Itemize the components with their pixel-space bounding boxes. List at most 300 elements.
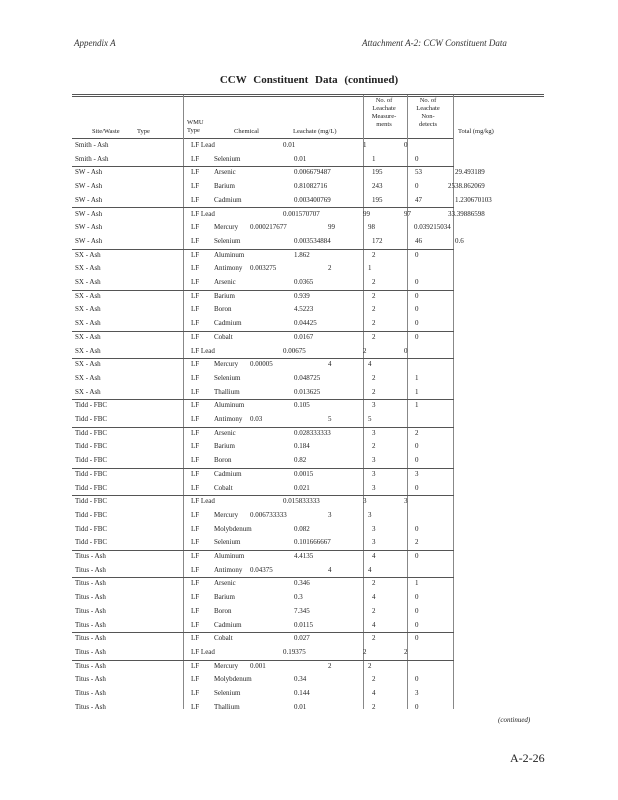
col-header-type: Type [137,128,150,135]
row-leachate: 0.013625 [294,387,321,396]
row-measurements: 4 [328,360,332,369]
row-measurements: 2 [363,346,367,355]
table-row [72,331,454,345]
table-top-rule-2 [72,96,544,97]
row-leachate: 0.027 [294,634,310,643]
table-row [72,536,454,551]
row-leachate: 0.01 [283,141,296,149]
table-row [72,591,454,605]
table-row [72,276,454,291]
row-nondetects: 0 [415,456,419,465]
col-header-chemical: Chemical [234,128,259,135]
row-nondetects: 3 [415,469,419,478]
row-wmu-type: LF [191,634,200,643]
row-chemical: Arsenic [214,278,236,286]
row-site: Titus - Ash [75,620,106,629]
row-measurements: 3 [372,469,376,478]
row-site: Titus - Ash [75,634,106,643]
row-wmu-type: LF [191,387,200,396]
row-nondetects: 0 [415,524,419,533]
row-site: SX - Ash [75,291,101,300]
row-site: Titus - Ash [75,702,106,711]
row-site: SX - Ash [75,360,101,369]
table-row [72,660,454,674]
table-row [72,632,454,646]
row-nondetects: 0 [415,250,419,259]
table-row [72,372,454,386]
row-leachate: 1.862 [294,250,310,259]
row-total: 1.230670103 [455,195,492,204]
row-wmu-type: LF [191,702,200,711]
table-row [72,509,454,523]
table-row [72,550,454,564]
table-row [72,358,454,372]
row-nondetects: 1 [368,264,372,273]
row-leachate: 0.01 [294,702,307,711]
running-header-left: Appendix A [74,38,116,48]
row-measurements: 2 [372,606,376,615]
row-wmu-type: LF [191,538,200,547]
row-nondetects: 3 [404,497,408,506]
row-chemical: Mercury [214,661,239,670]
row-leachate: 0.082 [294,524,310,533]
row-total: 0.039215034 [414,223,451,232]
table-row [72,427,454,441]
table-row [72,605,454,619]
row-wmu-type: LF [191,415,200,423]
row-nondetects: 1 [415,401,419,410]
row-wmu-type: LF [191,291,200,300]
row-nondetects: 1 [415,579,419,588]
col-header-wmu: WMU Type [187,119,204,134]
row-total: 33.39886598 [448,209,485,218]
row-leachate: 4.5223 [294,305,314,314]
row-nondetects: 0 [404,141,408,149]
row-measurements: 3 [372,538,376,547]
row-nondetects: 0 [415,675,419,684]
row-site: Titus - Ash [75,593,106,602]
row-leachate: 0.003400769 [294,195,331,204]
row-leachate: 0.006679487 [294,168,331,177]
row-site: Tidd - FBC [75,497,108,506]
table-row [72,221,454,235]
row-nondetects: 3 [368,510,372,519]
row-chemical: Cobalt [214,483,233,492]
row-chemical: Antimony [214,565,243,574]
row-wmu-type: LF [191,319,200,328]
row-wmu-type: LF [191,469,200,478]
row-nondetects: 0 [415,483,419,492]
row-measurements: 2 [372,319,376,328]
row-site: Titus - Ash [75,661,106,670]
row-site: Titus - Ash [75,552,106,560]
row-leachate: 0.028333333 [294,428,331,437]
row-wmu-type: LF [191,360,200,369]
row-nondetects: 1 [415,373,419,382]
table-row [72,139,454,153]
row-nondetects: 0 [415,634,419,643]
table-row [72,317,454,332]
row-chemical: Molybdenum [214,524,252,533]
row-leachate: 0.105 [294,401,310,410]
row-leachate: 0.00005 [250,360,273,369]
row-measurements: 2 [372,305,376,314]
row-nondetects: 5 [368,415,372,423]
row-nondetects: 4 [368,360,372,369]
row-site: SX - Ash [75,319,101,328]
table-row [72,386,454,401]
row-chemical: Barium [214,442,235,451]
row-nondetects: 0 [415,593,419,602]
row-leachate: 0.003275 [250,264,277,273]
table-row [72,440,454,454]
row-wmu-type: LF Lead [191,346,215,355]
row-leachate: 0.0365 [294,278,314,286]
table-row [72,482,454,497]
row-wmu-type: LF [191,510,200,519]
table-row [72,235,464,250]
row-chemical: Aluminum [214,401,245,410]
row-nondetects: 53 [415,168,422,177]
row-chemical: Selenium [214,154,241,163]
row-wmu-type: LF [191,428,200,437]
row-chemical: Cadmium [214,319,242,328]
row-site: SX - Ash [75,373,101,382]
table-row [72,687,454,701]
row-leachate: 0.19375 [283,647,306,656]
row-measurements: 99 [363,209,370,218]
table-row [72,413,454,428]
row-leachate: 0.01 [294,154,307,163]
row-site: Titus - Ash [75,606,106,615]
row-measurements: 5 [328,415,332,423]
col-header-measurements: No. of Leachate Measure- ments [371,97,397,128]
row-wmu-type: LF Lead [191,141,215,149]
row-leachate: 7.345 [294,606,310,615]
row-leachate: 0.0015 [294,469,314,478]
table-row [72,345,454,360]
row-leachate: 0.0167 [294,332,314,341]
row-wmu-type: LF [191,442,200,451]
table-row [72,564,454,579]
row-measurements: 2 [372,579,376,588]
row-site: Tidd - FBC [75,538,108,547]
row-site: Tidd - FBC [75,401,108,410]
row-nondetects: 4 [368,565,372,574]
row-site: Smith - Ash [75,141,109,149]
row-wmu-type: LF [191,689,200,697]
table-row [72,673,454,687]
row-wmu-type: LF [191,278,200,286]
row-chemical: Boron [214,606,232,615]
row-wmu-type: LF [191,373,200,382]
row-leachate: 0.346 [294,579,310,588]
row-site: SW - Ash [75,223,103,232]
row-leachate: 0.0115 [294,620,313,629]
row-nondetects: 46 [415,236,422,245]
row-leachate: 0.03 [250,415,263,423]
row-site: SW - Ash [75,168,103,177]
row-site: SX - Ash [75,305,101,314]
table-row [72,646,454,661]
row-measurements: 3 [372,428,376,437]
row-nondetects: 2 [368,661,372,670]
row-site: SX - Ash [75,346,101,355]
row-site: SX - Ash [75,264,101,273]
row-nondetects: 98 [368,223,375,232]
row-nondetects: 0 [415,606,419,615]
table-row [72,399,454,413]
col-header-total: Total (mg/kg) [458,128,494,135]
row-wmu-type: LF [191,305,200,314]
row-nondetects: 1 [415,387,419,396]
table-top-rule [72,94,544,95]
row-chemical: Barium [214,593,235,602]
row-leachate: 0.003534884 [294,236,331,245]
row-wmu-type: LF [191,483,200,492]
table-row [72,619,454,634]
row-measurements: 3 [372,456,376,465]
row-measurements: 2 [372,702,376,711]
table-row [72,303,454,317]
row-measurements: 3 [328,510,332,519]
row-chemical: Selenium [214,538,241,547]
page-number: A-2-26 [510,751,545,765]
row-wmu-type: LF [191,168,200,177]
row-site: SW - Ash [75,195,103,204]
table-row [72,495,454,509]
row-wmu-type: LF [191,154,200,163]
table-title: CCW Constituent Data (continued) [219,74,399,86]
row-total: 29.493189 [455,168,485,177]
row-chemical: Cadmium [214,620,242,629]
row-nondetects: 0 [415,620,419,629]
row-chemical: Arsenic [214,168,236,177]
row-measurements: 195 [372,168,383,177]
row-site: Tidd - FBC [75,524,108,533]
row-total: 2538.862069 [448,182,485,191]
row-chemical: Thallium [214,702,240,711]
row-nondetects: 0 [415,332,419,341]
row-nondetects: 2 [415,428,419,437]
col-header-nondetects: No. of Leachate Non- detects [416,97,440,128]
row-leachate: 0.00675 [283,346,306,355]
row-measurements: 3 [372,401,376,410]
row-wmu-type: LF [191,565,200,574]
row-site: SW - Ash [75,182,103,191]
row-nondetects: 0 [415,278,419,286]
row-measurements: 2 [328,264,332,273]
row-leachate: 0.001570707 [283,209,320,218]
row-nondetects: 0 [415,182,419,191]
row-site: Tidd - FBC [75,456,108,465]
row-site: Tidd - FBC [75,510,108,519]
row-chemical: Aluminum [214,250,245,259]
row-chemical: Antimony [214,264,243,273]
row-site: SX - Ash [75,278,101,286]
row-nondetects: 0 [415,291,419,300]
table-row [72,166,485,180]
row-leachate: 0.82 [294,456,307,465]
row-leachate: 0.144 [294,689,310,697]
row-site: SX - Ash [75,387,101,396]
row-wmu-type: LF [191,620,200,629]
row-wmu-type: LF [191,250,200,259]
row-wmu-type: LF Lead [191,209,215,218]
row-measurements: 1 [372,154,376,163]
table-row [72,153,454,168]
row-wmu-type: LF [191,675,200,684]
row-leachate: 4.4135 [294,552,314,560]
row-wmu-type: LF [191,182,200,191]
row-chemical: Cobalt [214,332,233,341]
col-header-leachate: Leachate (mg/L) [293,128,337,135]
row-measurements: 3 [372,524,376,533]
row-wmu-type: LF [191,524,200,533]
row-measurements: 2 [372,332,376,341]
row-measurements: 2 [328,661,332,670]
row-site: Tidd - FBC [75,469,108,478]
continued-note: (continued) [498,716,531,724]
row-nondetects: 2 [415,538,419,547]
row-site: Titus - Ash [75,647,106,656]
running-header-right: Attachment A-2: CCW Constituent Data [362,38,507,48]
row-wmu-type: LF [191,456,200,465]
row-wmu-type: LF Lead [191,497,215,506]
row-nondetects: 3 [415,689,419,697]
row-nondetects: 97 [404,209,411,218]
row-chemical: Cadmium [214,469,242,478]
row-nondetects: 0 [415,442,419,451]
row-wmu-type: LF [191,223,200,232]
row-measurements: 243 [372,182,383,191]
table-row [72,701,454,715]
row-leachate: 0.3 [294,593,303,602]
row-measurements: 3 [372,483,376,492]
row-nondetects: 2 [404,647,408,656]
row-nondetects: 0 [404,346,408,355]
table-row [72,468,454,482]
row-measurements: 172 [372,236,383,245]
table-row [72,194,492,209]
table-row [72,290,454,304]
row-wmu-type: LF [191,332,200,341]
row-chemical: Mercury [214,360,239,369]
row-site: SX - Ash [75,250,101,259]
row-chemical: Barium [214,182,235,191]
row-measurements: 2 [372,387,376,396]
row-wmu-type: LF [191,593,200,602]
row-site: Titus - Ash [75,689,106,697]
row-nondetects: 0 [415,702,419,711]
row-chemical: Boron [214,456,232,465]
row-nondetects: 0 [415,552,419,560]
row-measurements: 4 [372,593,376,602]
row-nondetects: 0 [415,319,419,328]
row-measurements: 2 [372,675,376,684]
row-site: Tidd - FBC [75,415,108,423]
row-leachate: 0.015833333 [283,497,320,506]
row-chemical: Selenium [214,373,241,382]
row-site: Tidd - FBC [75,483,108,492]
row-leachate: 0.048725 [294,373,321,382]
row-measurements: 4 [372,620,376,629]
row-leachate: 0.000217677 [250,223,287,232]
row-wmu-type: LF [191,195,200,204]
row-chemical: Cadmium [214,195,242,204]
row-site: Titus - Ash [75,565,106,574]
table-row [72,262,454,276]
row-measurements: 4 [372,552,376,560]
row-wmu-type: LF Lead [191,647,215,656]
row-chemical: Boron [214,305,232,314]
row-wmu-type: LF [191,606,200,615]
row-leachate: 0.101666667 [294,538,331,547]
row-chemical: Aluminum [214,552,245,560]
table-row [72,180,485,194]
row-chemical: Selenium [214,236,241,245]
table-row [72,577,454,591]
row-leachate: 0.001 [250,661,266,670]
row-chemical: Arsenic [214,428,236,437]
row-site: Tidd - FBC [75,442,108,451]
row-measurements: 2 [372,442,376,451]
row-wmu-type: LF [191,264,200,273]
row-total: 0.6 [455,236,464,245]
row-measurements: 3 [363,497,367,506]
row-site: SW - Ash [75,236,103,245]
row-wmu-type: LF [191,661,200,670]
row-nondetects: 47 [415,195,422,204]
col-header-site: Site/Waste [92,128,120,135]
row-measurements: 2 [372,278,376,286]
row-leachate: 0.939 [294,291,310,300]
row-site: Titus - Ash [75,579,106,588]
row-chemical: Molybdenum [214,675,252,684]
row-site: Tidd - FBC [75,428,108,437]
row-leachate: 0.04425 [294,319,317,328]
row-measurements: 4 [328,565,332,574]
row-measurements: 2 [372,634,376,643]
table-row [72,208,485,222]
row-wmu-type: LF [191,401,200,410]
row-chemical: Cobalt [214,634,233,643]
row-chemical: Thallium [214,387,240,396]
row-leachate: 0.34 [294,675,307,684]
table-row [72,454,454,469]
row-site: SW - Ash [75,209,103,218]
row-site: Smith - Ash [75,154,109,163]
row-chemical: Arsenic [214,579,236,588]
row-nondetects: 0 [415,305,419,314]
table-row [72,523,454,537]
row-leachate: 0.184 [294,442,310,451]
table-row [72,249,454,263]
row-leachate: 0.81082716 [294,182,328,191]
row-leachate: 0.04375 [250,565,273,574]
row-wmu-type: LF [191,579,200,588]
row-measurements: 195 [372,195,383,204]
row-measurements: 99 [328,223,335,232]
row-site: Titus - Ash [75,675,106,684]
row-wmu-type: LF [191,552,200,560]
row-leachate: 0.021 [294,483,310,492]
row-chemical: Mercury [214,510,239,519]
row-measurements: 1 [363,141,367,149]
row-measurements: 2 [372,373,376,382]
row-chemical: Mercury [214,223,239,232]
row-leachate: 0.006733333 [250,510,287,519]
